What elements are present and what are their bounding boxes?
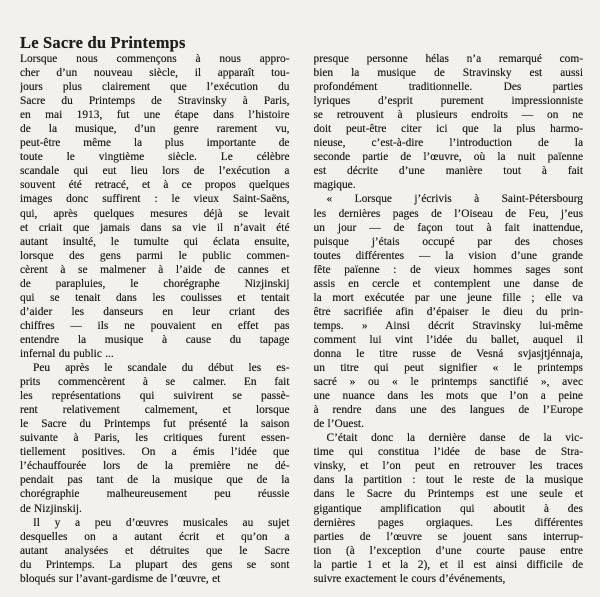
text-line: du Printemps. La plupart des gens se sont (20, 558, 290, 571)
left-column (20, 33, 290, 597)
text-line: pendait pas tant de la musique que de la (20, 474, 290, 487)
text-line: toute le vingtième siècle. Le célèbre (20, 151, 290, 164)
text-line: Il y a peu d’œuvres musicales au sujet (33, 516, 290, 529)
text-line: temps. » Ainsi décrit Stravinsky lui-même (313, 319, 583, 332)
text-line: de Nizjinskij. (20, 502, 82, 515)
text-line: de l’Ouest. (313, 418, 364, 431)
text-line: desquelles on a autant écrit et qu’on a (20, 530, 290, 543)
text-line: d’aider les danseurs en leur criant des (20, 305, 290, 318)
text-line: souvent été retracé, et à ce propos quelques (20, 179, 290, 192)
right-column (314, 33, 584, 597)
text-line: les dernières pages de l’Oiseau de Feu, j’eus (313, 207, 583, 220)
text-line: à rendre dans une des langues de l’Europe (313, 404, 583, 417)
text-line: vinsky, et l’on peut en retrouver les traces (313, 460, 583, 473)
text-line: de la musique, d’un genre rarement vu, (20, 123, 290, 136)
text-line: cèrent à se malmener à l’aide de cannes et (20, 263, 290, 276)
text-line: Peu après le scandale du début les es- (33, 362, 290, 375)
text-line: lyriques d’esprit purement impressionniste (313, 95, 583, 108)
text-line: les représentations qui suivirent se passè- (20, 390, 290, 403)
text-line: chiffres — ils ne pouvaient en effet pas (20, 319, 290, 332)
text-line: un titre qui peut signifier « le printemps (313, 362, 583, 375)
text-line: parties de l’œuvre se jouent sans interrup- (313, 530, 583, 543)
text-line: jours plus clairement que l’exécution du (20, 81, 290, 94)
text-line: scandale qui eut lieu lors de l’exécution a (20, 165, 290, 178)
text-line: time qui constitua l’idée de base de Stra- (313, 446, 583, 459)
page-title: Le Sacre du Printemps (20, 33, 186, 52)
text-line: presque personne hélas n’a remarqué com- (313, 53, 583, 65)
text-line: un jour — de façon tout à fait inattendue, (313, 221, 583, 234)
text-line: seconde partie de l’œuvre, où la nuit païenne (313, 151, 583, 164)
text-line: l’échauffourée lors de la première ne dé- (20, 460, 290, 473)
text-line: se retrouvent à plusieurs endroits — on ne (313, 109, 583, 122)
text-line: tion (à l’exception d’une courte pause entre (313, 544, 583, 557)
text-line: chorégraphie malheureusement peu réussie (20, 488, 290, 501)
left-column-text (20, 52, 290, 586)
text-line: qui se tenait dans les coulisses et tentait (20, 291, 290, 304)
text-line: la mort exécutée par une jeune fille ; elle va (313, 291, 583, 304)
text-line: la partie 1 et la 2), et il est ainsi difficile de (313, 558, 583, 571)
text-line: Sacre du Printemps de Stravinsky à Paris, (20, 95, 290, 108)
text-line: autant insulté, le tumulte qui éclata ensuite, (20, 235, 290, 248)
text-line: infernal du public ... (20, 347, 114, 360)
text-line: être sacrifiée afin d’épaiser le dieu du prin- (313, 305, 583, 318)
text-line: Lorsque nous commençons à nous appro- (20, 53, 290, 65)
text-line: sacré » ou « le printemps sanctifié », avec (313, 376, 583, 389)
text-line: et criait que jamais dans sa vie il n’avait été (20, 221, 290, 234)
text-line: en mai 1913, fut une étape dans l’histoire (20, 109, 290, 122)
text-line: assis en cercle et contemplent une danse de (313, 277, 583, 290)
text-line: peut-être même la plus importante de (20, 137, 290, 150)
text-line: toutes différentes — la vision d’une grande (313, 249, 583, 262)
text-line: « Lorsque j’écrivis à Saint-Pétersbourg (326, 193, 583, 206)
text-line: nieuse, c’est-à-dire l’introduction de la (313, 137, 583, 150)
text-line: qui, après quelques mesures déjà se levait (20, 207, 290, 220)
text-line: est décrite d’une manière tout à fait (313, 165, 583, 178)
text-line: doit peut-être citer ici que la plus harmo- (313, 123, 583, 136)
right-column-text (314, 52, 584, 586)
text-line: dans le Sacre du Printemps est une seule et (313, 488, 583, 501)
text-line: suivre exactement le cours d’événements, (313, 572, 506, 585)
text-line: donna le titre russe de Vesná svjasjtjénnaja, (313, 347, 583, 360)
text-line: suivante à Paris, les critiques furent essen- (20, 432, 290, 445)
text-line: magique. (313, 179, 356, 192)
text-line: dernières pages orgiaques. Les différentes (313, 516, 583, 529)
text-line: lorsque des gens parmi le public commen- (20, 249, 290, 262)
text-line: bloqués sur l’avant-gardisme de l’œuvre, et (20, 572, 221, 585)
text-line: prits commencèrent à se calmer. En fait (20, 376, 290, 389)
text-line: fête païenne : de vieux hommes sages sont (313, 263, 583, 276)
text-line: C’était donc la dernière danse de la vic- (326, 432, 583, 445)
text-line: de parapluies, le chorégraphe Nizjinskij (20, 277, 290, 290)
text-line: rent relativement calmement, et lorsque (20, 404, 290, 417)
text-line: une nuance dans les mots que l’on a peine (313, 390, 583, 403)
text-line: gigantique amplification qui aboutit à des (313, 502, 583, 515)
text-line: bien la musique de Stravinsky est aussi (313, 67, 583, 80)
text-line: comment lui vint l’idée du ballet, auquel il (313, 333, 583, 346)
text-line: le Sacre du Printemps fut présenté la saison (20, 418, 290, 431)
text-line: tiellement positives. On a émis l’idée que (20, 446, 290, 459)
text-line: profondément traditionnelle. Des parties (313, 81, 583, 94)
text-line: entendre la musique à cause du tapage (20, 333, 290, 346)
text-line: autant analysées et détruites que le Sacre (20, 544, 290, 557)
text-line: dans la partition : tout le reste de la musique (313, 474, 583, 487)
text-line: cher d’un nouveau siècle, il apparaît tou- (20, 67, 290, 80)
text-line: puisque j’étais occupé par des choses (313, 235, 583, 248)
text-line: images donc suffirent : le vieux Saint-Saëns, (20, 193, 290, 206)
